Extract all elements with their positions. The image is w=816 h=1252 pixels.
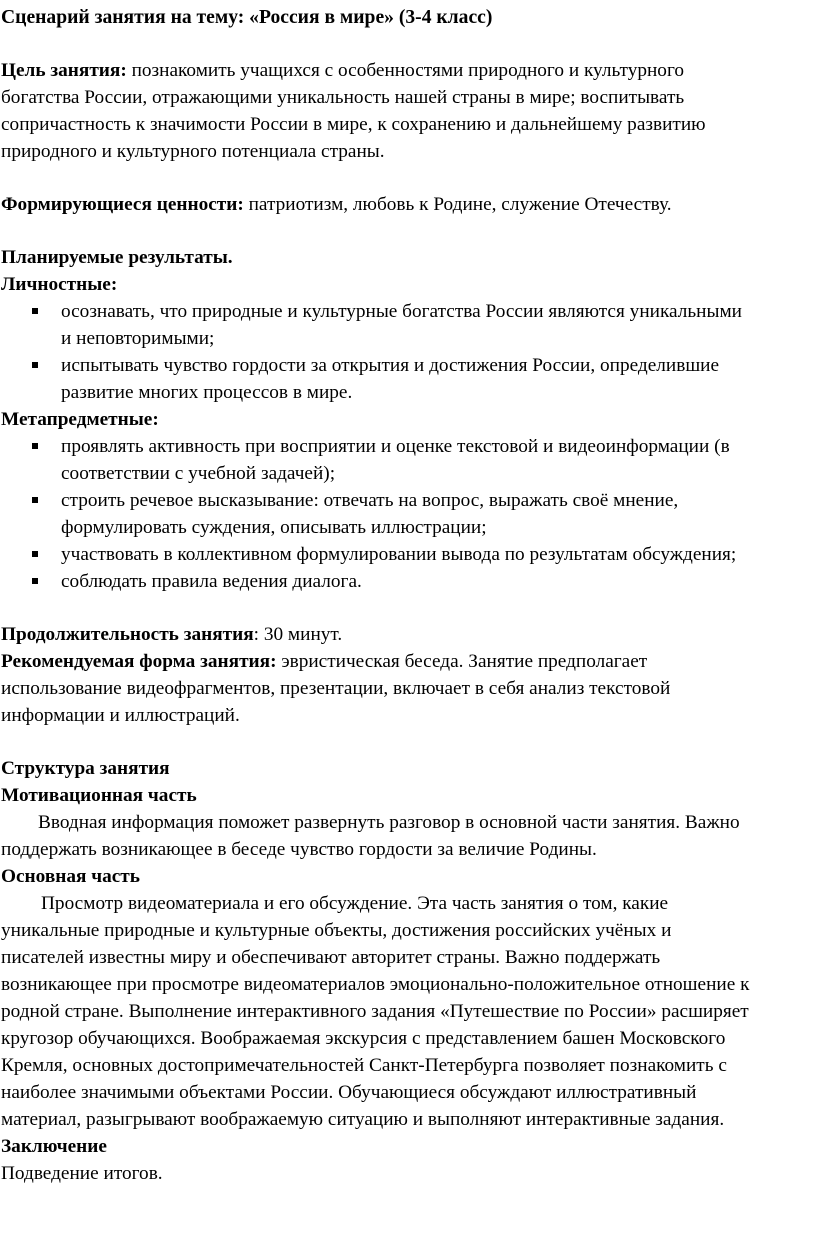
duration-line — [0, 621, 816, 648]
goal-line-2: богатства России, отражающими уникальность нашей страны в мире; воспитывать — [1, 87, 685, 108]
form-line-1 — [0, 648, 816, 675]
form-line-2: использование видеофрагментов, презентации, включает в себя анализ текстовой — [1, 678, 671, 699]
spacer — [0, 595, 816, 621]
structure-heading: Структура занятия — [1, 758, 170, 779]
square-bullet-icon — [32, 497, 38, 503]
list-item: строить речевое высказывание: отвечать на вопрос, выражать своё мнение, формулировать суждения, описывать иллюстрации; — [0, 487, 816, 541]
goal-line-3: сопричастность к значимости России в мире, к сохранению и дальнейшему развитию — [1, 114, 706, 135]
main-line-5: родной стране. Выполнение интерактивного задания «Путешествие по России» расширяет — [1, 1001, 749, 1022]
form-text-1: эвристическая беседа. Занятие предполагает — [276, 651, 648, 672]
meta-list — [0, 433, 816, 595]
spacer — [0, 165, 816, 191]
values-line — [0, 191, 816, 218]
conclusion-heading: Заключение — [1, 1136, 107, 1157]
list-item: испытывать чувство гордости за открытия и достижения России, определившие развитие многих процессов в мире. — [0, 352, 816, 406]
values-label: Формирующиеся ценности: — [1, 194, 244, 215]
values-text: патриотизм, любовь к Родине, служение Отечеству. — [243, 194, 672, 215]
main-line-9: материал, разыгрывают воображаемую ситуацию и выполняют интерактивные задания. — [1, 1109, 725, 1130]
main-line-2: уникальные природные и культурные объекты, достижения российских учёных и — [1, 920, 672, 941]
motivation-line-1: Вводная информация поможет развернуть разговор в основной части занятия. Важно — [38, 812, 740, 833]
square-bullet-icon — [32, 551, 38, 557]
goal-label: Цель занятия: — [1, 60, 127, 81]
goal-section — [0, 57, 816, 165]
square-bullet-icon — [32, 308, 38, 314]
square-bullet-icon — [32, 578, 38, 584]
motivation-line-2: поддержать возникающее в беседе чувство гордости за величие Родины. — [1, 839, 597, 860]
main-heading: Основная часть — [1, 866, 140, 887]
spacer — [0, 729, 816, 755]
motivation-heading: Мотивационная часть — [1, 785, 197, 806]
goal-line-1 — [0, 57, 816, 84]
main-line-6: кругозор обучающихся. Воображаемая экскурсия с представлением башен Московского — [1, 1028, 726, 1049]
meta-heading: Метапредметные: — [1, 409, 159, 430]
main-line-7: Кремля, основных достопримечательностей Санкт-Петербурга позволяет познакомить с — [1, 1055, 727, 1076]
duration-text: : 30 минут. — [253, 624, 343, 645]
duration-label: Продолжительность занятия — [1, 624, 254, 645]
main-line-1: Просмотр видеоматериала и его обсуждение. Эта часть занятия о том, какие — [41, 893, 669, 914]
personal-list — [0, 298, 816, 406]
list-item: участвовать в коллективном формулировании вывода по результатам обсуждения; — [0, 541, 816, 568]
spacer — [0, 218, 816, 244]
goal-line-4: природного и культурного потенциала страны. — [1, 141, 385, 162]
list-item: соблюдать правила ведения диалога. — [0, 568, 816, 595]
results-heading: Планируемые результаты. — [1, 247, 233, 268]
goal-text-1: познакомить учащихся с особенностями природного и культурного — [126, 60, 685, 81]
list-item: осознавать, что природные и культурные богатства России являются уникальными и неповторимыми; — [0, 298, 816, 352]
main-line-3: писателей известны миру и обеспечивают авторитет страны. Важно поддержать — [1, 947, 661, 968]
conclusion-text: Подведение итогов. — [1, 1163, 163, 1184]
square-bullet-icon — [32, 443, 38, 449]
main-line-4: возникающее при просмотре видеоматериалов эмоционально-положительное отношение к — [1, 974, 750, 995]
personal-heading: Личностные: — [1, 274, 118, 295]
list-item: проявлять активность при восприятии и оценке текстовой и видеоинформации (в соответствии с учебной задачей); — [0, 433, 816, 487]
square-bullet-icon — [32, 362, 38, 368]
main-line-8: наиболее значимыми объектами России. Обучающиеся обсуждают иллюстративный — [1, 1082, 697, 1103]
form-label: Рекомендуемая форма занятия: — [1, 651, 277, 672]
form-line-3: информации и иллюстраций. — [1, 705, 240, 726]
document-title: Сценарий занятия на тему: «Россия в мире» (3-4 класс) — [1, 7, 493, 28]
